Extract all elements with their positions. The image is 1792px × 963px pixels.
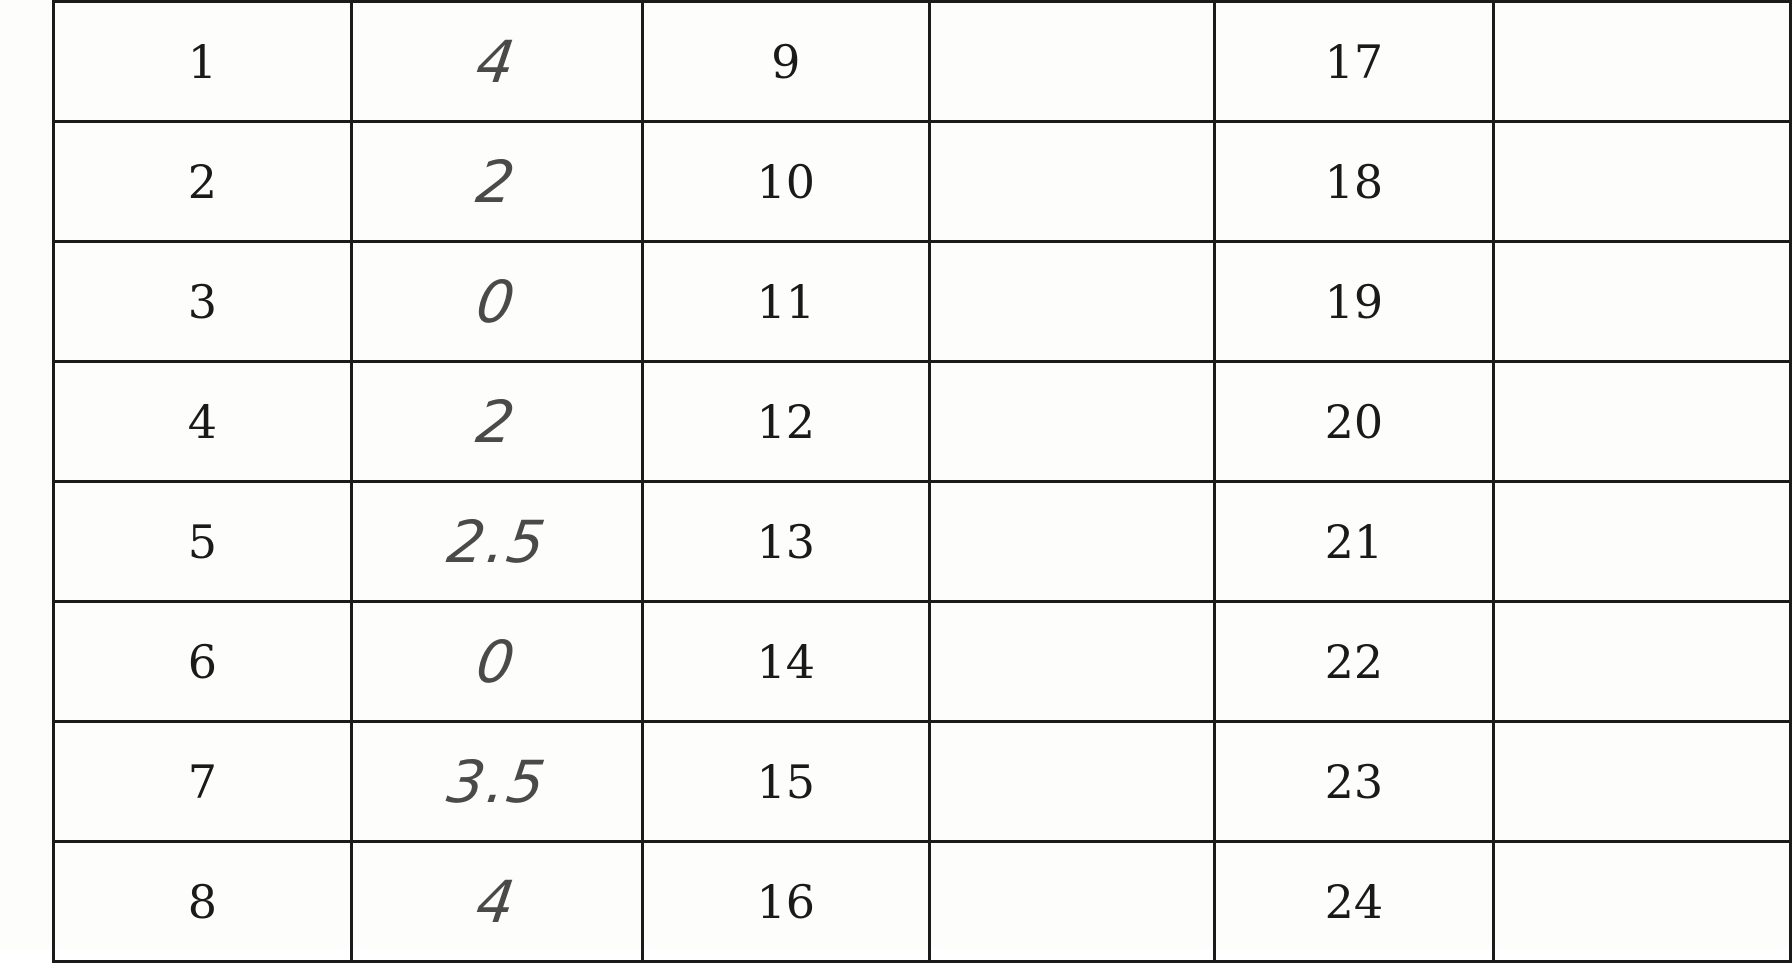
question-number: 4 [187, 394, 218, 449]
question-number-cell [643, 602, 930, 722]
score-table [52, 0, 1792, 963]
question-number: 8 [187, 874, 218, 929]
handwritten-answer: 2.5 [442, 507, 551, 576]
answer-cell [1493, 242, 1790, 362]
answer-cell [1493, 602, 1790, 722]
answer-cell [351, 602, 642, 722]
answer-cell [929, 242, 1214, 362]
score-table-body [54, 2, 1791, 962]
answer-cell [929, 722, 1214, 842]
table-row [54, 842, 1791, 962]
question-number-cell [643, 122, 930, 242]
handwritten-answer: 4 [472, 867, 522, 936]
answer-cell [351, 242, 642, 362]
question-number-cell [54, 722, 352, 842]
question-number: 14 [756, 634, 816, 689]
table-row [54, 602, 1791, 722]
question-number-cell [54, 242, 352, 362]
answer-cell [351, 482, 642, 602]
question-number: 12 [756, 394, 816, 449]
question-number: 23 [1324, 754, 1384, 809]
question-number: 19 [1324, 274, 1384, 329]
question-number: 1 [187, 34, 218, 89]
question-number: 21 [1324, 514, 1384, 569]
question-number-cell [1215, 842, 1494, 962]
question-number-cell [1215, 2, 1494, 122]
table-row [54, 2, 1791, 122]
answer-cell [929, 362, 1214, 482]
answer-cell [929, 122, 1214, 242]
question-number: 10 [756, 154, 816, 209]
question-number-cell [643, 722, 930, 842]
question-number-cell [54, 122, 352, 242]
handwritten-answer: 0 [472, 267, 522, 336]
question-number-cell [1215, 482, 1494, 602]
answer-cell [1493, 362, 1790, 482]
answer-cell [351, 722, 642, 842]
question-number: 13 [756, 514, 816, 569]
question-number-cell [643, 2, 930, 122]
handwritten-answer: 3.5 [442, 747, 551, 816]
handwritten-answer: 0 [472, 627, 522, 696]
answer-cell [1493, 2, 1790, 122]
question-number: 17 [1324, 34, 1384, 89]
answer-cell [351, 362, 642, 482]
question-number: 18 [1324, 154, 1384, 209]
table-row [54, 362, 1791, 482]
question-number: 5 [187, 514, 218, 569]
question-number: 2 [187, 154, 218, 209]
answer-cell [929, 2, 1214, 122]
question-number-cell [54, 482, 352, 602]
answer-cell [929, 482, 1214, 602]
question-number-cell [643, 482, 930, 602]
answer-cell [929, 842, 1214, 962]
question-number-cell [643, 242, 930, 362]
handwritten-answer: 4 [472, 27, 522, 96]
answer-cell [351, 2, 642, 122]
question-number-cell [1215, 122, 1494, 242]
question-number-cell [1215, 602, 1494, 722]
table-row [54, 242, 1791, 362]
question-number: 7 [187, 754, 218, 809]
handwritten-answer: 2 [472, 147, 522, 216]
question-number: 9 [771, 34, 801, 89]
question-number-cell [54, 602, 352, 722]
table-row [54, 122, 1791, 242]
question-number: 15 [756, 754, 816, 809]
question-number: 24 [1324, 874, 1384, 929]
answer-cell [1493, 482, 1790, 602]
answer-cell [1493, 122, 1790, 242]
question-number-cell [643, 362, 930, 482]
question-number-cell [1215, 722, 1494, 842]
answer-cell [351, 842, 642, 962]
handwritten-answer: 2 [472, 387, 522, 456]
question-number-cell [54, 362, 352, 482]
question-number: 6 [187, 634, 218, 689]
question-number-cell [643, 842, 930, 962]
question-number-cell [54, 842, 352, 962]
table-row [54, 722, 1791, 842]
question-number: 16 [756, 874, 816, 929]
question-number-cell [1215, 242, 1494, 362]
answer-cell [1493, 842, 1790, 962]
question-number: 20 [1324, 394, 1384, 449]
answer-cell [1493, 722, 1790, 842]
question-number-cell [54, 2, 352, 122]
question-number-cell [1215, 362, 1494, 482]
answer-cell [351, 122, 642, 242]
table-row [54, 482, 1791, 602]
question-number: 11 [756, 274, 816, 329]
question-number: 22 [1324, 634, 1384, 689]
answer-cell [929, 602, 1214, 722]
question-number: 3 [187, 274, 218, 329]
